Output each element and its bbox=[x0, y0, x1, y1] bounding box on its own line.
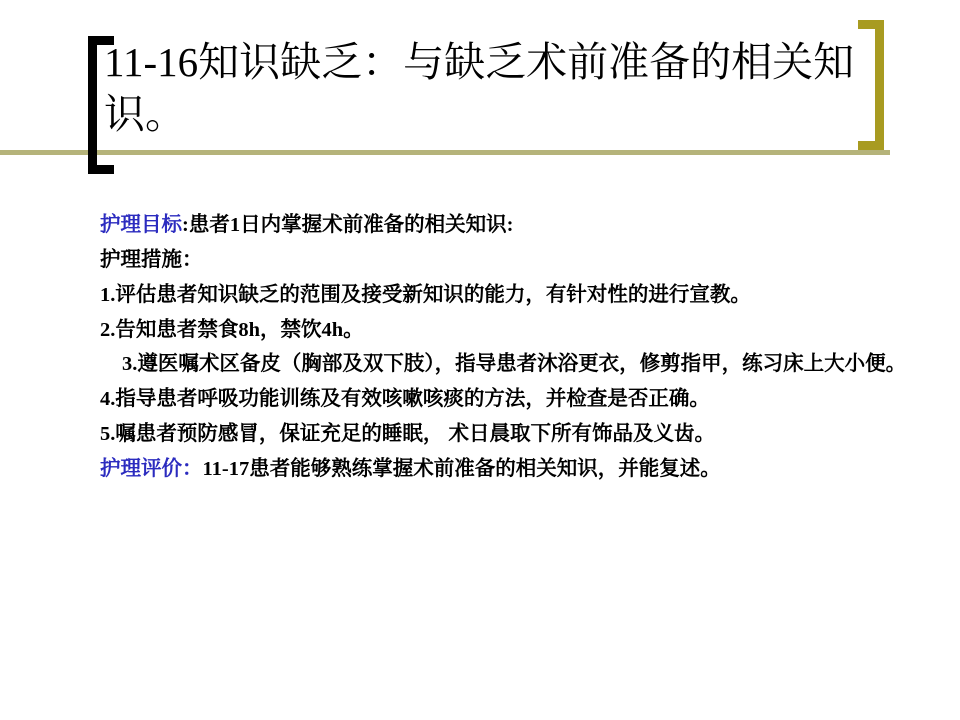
nursing-goal-text: :患者1日内掌握术前准备的相关知识: bbox=[182, 214, 514, 236]
title-divider-rule bbox=[0, 150, 890, 155]
measure-item-4: 4.指导患者呼吸功能训练及有效咳嗽咳痰的方法，并检查是否正确。 bbox=[100, 388, 710, 411]
nursing-evaluation-label: 护理评价： bbox=[100, 457, 203, 480]
measure-item-3: 3.遵医嘱术区备皮（胸部及双下肢），指导患者沐浴更衣，修剪指甲，练习床上大小便。 bbox=[122, 353, 907, 376]
nursing-goal-line bbox=[100, 208, 920, 243]
nursing-evaluation-line bbox=[100, 452, 920, 487]
title-area bbox=[0, 0, 960, 190]
measure-item-5: 5.嘱患者预防感冒，保证充足的睡眠， 术日晨取下所有饰品及义齿。 bbox=[100, 423, 715, 446]
body-content bbox=[100, 208, 920, 487]
nursing-measures-label: 护理措施： bbox=[100, 248, 203, 271]
measure-item-2: 2.告知患者禁食8h，禁饮4h。 bbox=[100, 318, 364, 341]
measure-item-1: 1.评估患者知识缺乏的范围及接受新知识的能力，有针对性的进行宣教。 bbox=[100, 283, 751, 306]
page-title: 11-16知识缺乏：与缺乏术前准备的相关知识。 bbox=[104, 39, 855, 138]
nursing-measures-heading bbox=[100, 243, 920, 278]
nursing-goal-label: 护理目标 bbox=[100, 214, 182, 236]
nursing-evaluation-text: 11-17患者能够熟练掌握术前准备的相关知识，并能复述。 bbox=[202, 457, 721, 480]
